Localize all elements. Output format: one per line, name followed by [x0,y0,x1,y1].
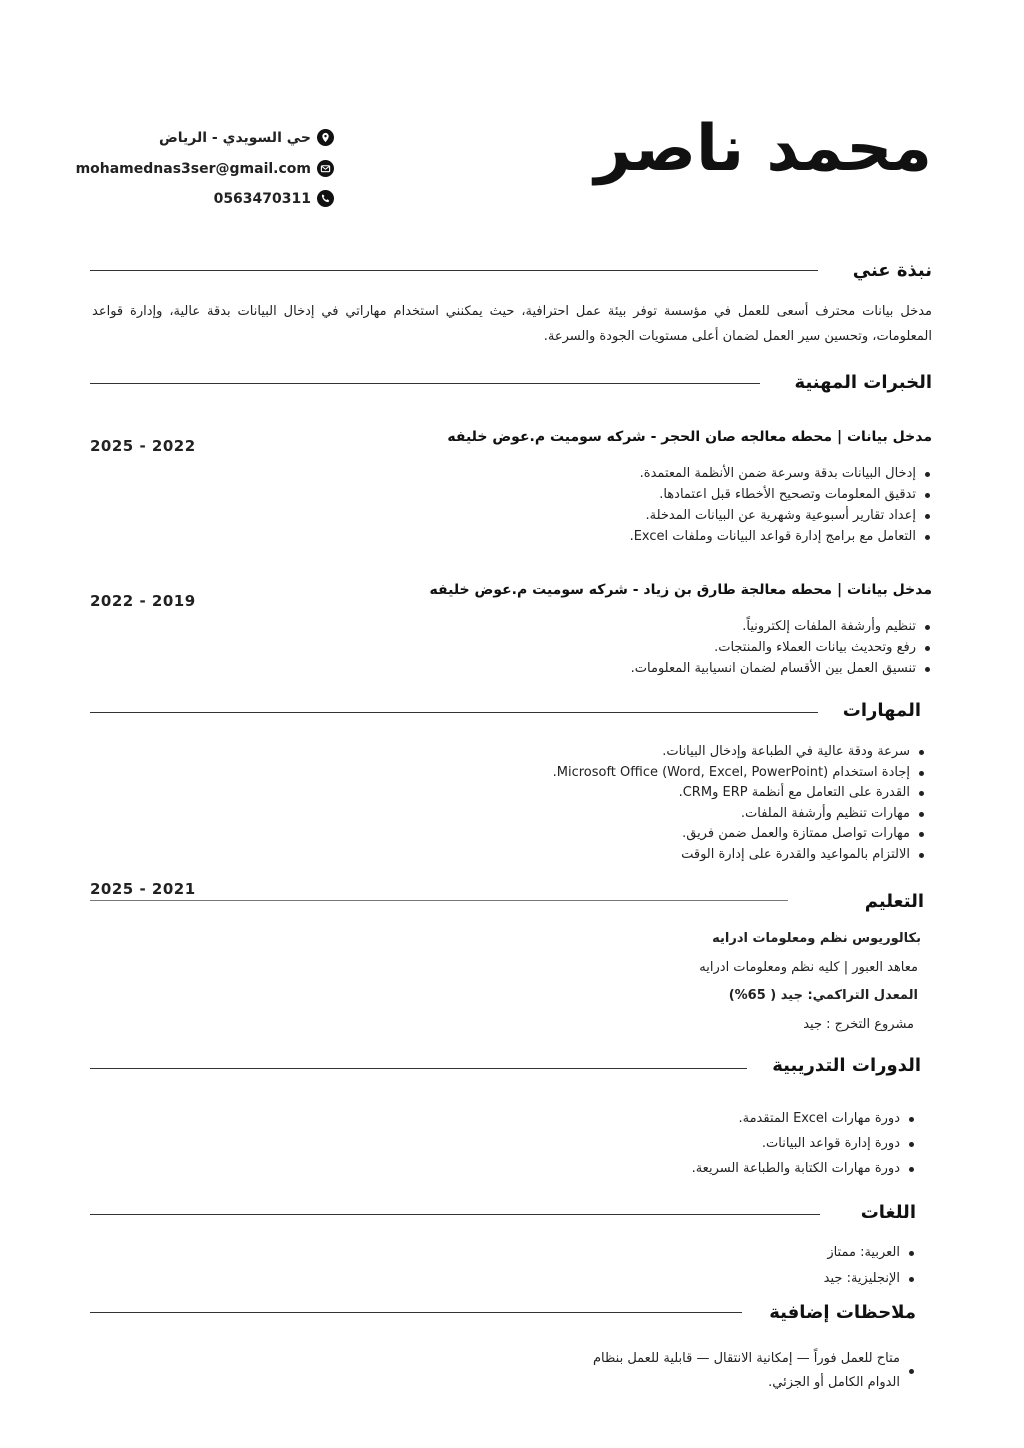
notes-heading: ملاحظات إضافية [769,1302,916,1323]
list-item [593,1347,916,1395]
skills-heading: المهارات [842,700,921,721]
job-date-1: 2025 - 2022 [90,437,196,455]
section-divider [90,270,818,271]
list-item: العربية: ممتاز [824,1240,916,1266]
job-title-2: مدخل بيانات | محطه معالجة طارق بن زياد - شركه سوميت م.عوض خليفه [429,582,932,598]
list-item: رفع وتحديث بيانات العملاء والمنتجات. [631,637,932,658]
experience-heading: الخبرات المهنية [794,372,932,393]
list-item: التعامل مع برامج إدارة قواعد البيانات وملفات Excel. [630,526,932,547]
section-divider [90,1312,742,1313]
languages-heading: اللغات [860,1202,916,1223]
section-divider [90,1068,747,1069]
list-item: الالتزام بالمواعيد والقدرة على إدارة الوقت [553,845,926,866]
list-item: الإنجليزية: جيد [824,1266,916,1292]
list-item: القدرة على التعامل مع أنظمة ERP وCRM. [553,783,926,804]
job-1-duties [630,463,932,547]
courses-heading: الدورات التدريبية [772,1055,921,1076]
section-divider [90,1214,820,1215]
list-item: تنسيق العمل بين الأقسام لضمان انسيابية المعلومات. [631,658,932,679]
list-item: تنظيم وأرشفة الملفات إلكترونياً. [631,616,932,637]
phone-icon [317,190,334,207]
location-pin-icon [317,129,334,146]
job-title-1: مدخل بيانات | محطه معالجه صان الحجر - شركه سوميت م.عوض خليفه [447,429,932,445]
candidate-name: محمد ناصر [594,112,932,186]
education-heading: التعليم [864,891,924,912]
section-divider [90,712,818,713]
list-item: مهارات تنظيم وأرشفة الملفات. [553,804,926,825]
education-degree: بكالوريوس نظم ومعلومات ادرايه [712,931,921,946]
list-item: دورة مهارات الكتابة والطباعة السريعة. [692,1156,916,1181]
about-text: مدخل بيانات محترف أسعى للعمل في مؤسسة توفر بيئة عمل احترافية، حيث يمكنني استخدام مهاراتي في إدخال البيانات بدقة عالية، وإدارة قواعد المعلومات، وتحسين سير العمل لضمان أعلى مستويات الجودة والسرعة. [92,304,932,344]
notes-list [593,1347,916,1395]
list-item: إعداد تقارير أسبوعية وشهرية عن البيانات المدخلة. [630,505,932,526]
courses-list [692,1106,916,1181]
education-date: 2025 - 2021 [90,880,196,898]
list-item: إجادة استخدام Microsoft Office (Word, Excel, PowerPoint). [553,763,926,784]
contact-email [76,160,334,177]
contact-phone [214,190,334,207]
education-project: مشروع التخرج : جيد [803,1017,914,1032]
section-divider [90,383,760,384]
contact-address [159,129,334,146]
education-institute: معاهد العبور | كليه نظم ومعلومات ادرايه [699,960,918,975]
notes-line-1: متاح للعمل فوراً — إمكانية الانتقال — قابلية للعمل بنظام [592,1351,900,1366]
phone-text: 0563470311 [213,190,311,207]
list-item: تدقيق المعلومات وتصحيح الأخطاء قبل اعتمادها. [630,484,932,505]
email-link[interactable]: mohamednas3ser@gmail.com [75,160,311,177]
about-heading: نبذة عني [852,260,932,281]
list-item: دورة إدارة قواعد البيانات. [692,1131,916,1156]
list-item: دورة مهارات Excel المتقدمة. [692,1106,916,1131]
education-gpa: المعدل التراكمي: جيد ( 65%) [728,988,918,1003]
section-divider [90,900,788,901]
job-date-2: 2022 - 2019 [90,592,196,610]
notes-line-2: الدوام الكامل أو الجزئي. [768,1375,900,1390]
list-item: إدخال البيانات بدقة وسرعة ضمن الأنظمة المعتمدة. [630,463,932,484]
mail-icon [317,160,334,177]
skills-list [553,742,926,865]
list-item: سرعة ودقة عالية في الطباعة وإدخال البيانات. [553,742,926,763]
job-2-duties [631,616,932,679]
list-item: مهارات تواصل ممتازة والعمل ضمن فريق. [553,824,926,845]
languages-list [824,1240,916,1292]
address-text: حي السويدي - الرياض [158,129,311,146]
